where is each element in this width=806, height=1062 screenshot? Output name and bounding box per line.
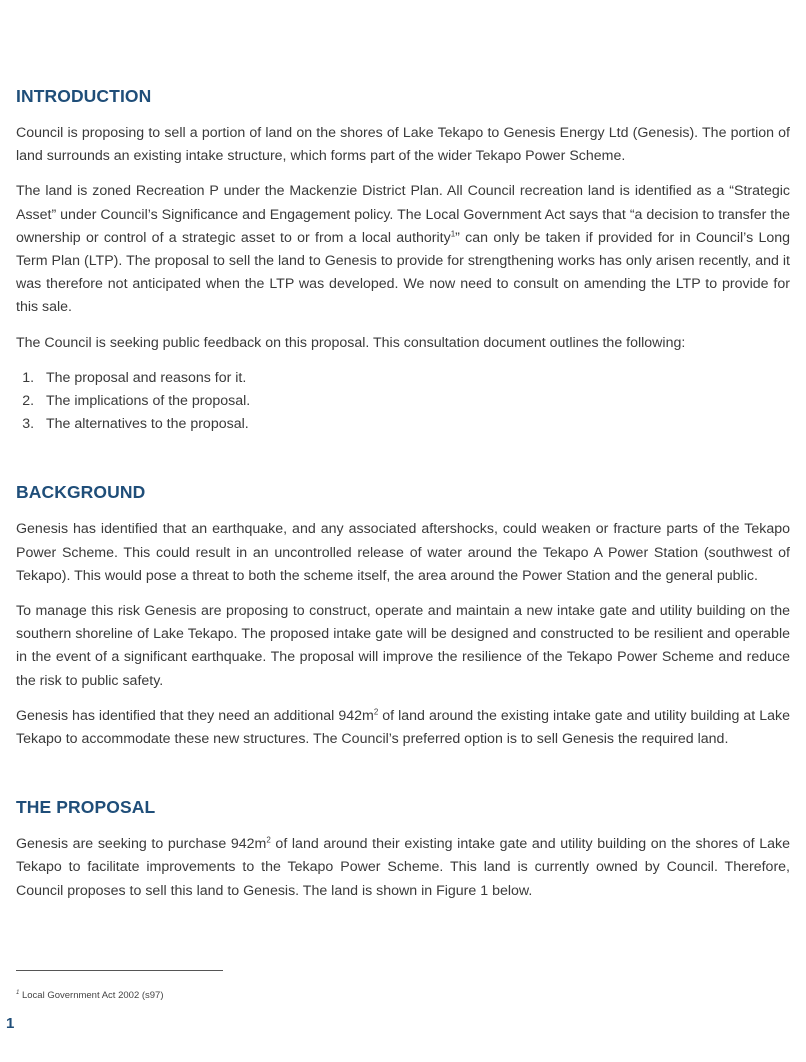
proposal-paragraph-1 — [16, 833, 790, 903]
footnote-text: Local Government Act 2002 (s97) — [19, 990, 164, 1001]
background-paragraph-1: Genesis has identified that an earthquake, and any associated aftershocks, could weaken or fracture parts of the Tekapo Power Scheme. This could result in an uncontrolled release of water around the Tekapo A Power Station (southwest of Tekapo). This would pose a threat to both the scheme itself, the area around the Power Station and the general public. — [16, 521, 790, 584]
proposal-paragraph-1-part-b: of land around their existing intake gate and utility building on the shores of Lake Tekapo to facilitate improvements to the Tekapo Power Scheme. This land is currently owned by Council. Therefore, Council proposes to sell this land to Genesis. The land is shown in Figure 1 below. — [16, 836, 790, 899]
footnote-divider — [16, 970, 223, 971]
squared-superscript: 2 — [373, 707, 379, 717]
footnote — [16, 990, 164, 1001]
squared-superscript: 2 — [266, 835, 271, 845]
page-number: 1 — [6, 1015, 15, 1032]
footnote-reference: 1 — [450, 229, 456, 239]
introduction-heading: INTRODUCTION — [16, 86, 152, 106]
introduction-paragraph-1: Council is proposing to sell a portion of land on the shores of Lake Tekapo to Genesis Energy Ltd (Genesis). The portion of land surrounds an existing intake structure, which forms part of the wider Tekapo Power Scheme. — [16, 125, 790, 165]
document-page — [16, 84, 790, 903]
introduction-paragraph-3: The Council is seeking public feedback on this proposal. This consultation document outlines the following: — [16, 334, 686, 351]
outline-list — [16, 367, 790, 437]
list-item: 1. The proposal and reasons for it. — [38, 367, 790, 390]
background-paragraph-3 — [16, 705, 790, 751]
proposal-paragraph-1-part-a: Genesis are seeking to purchase 942m — [16, 836, 267, 853]
background-paragraph-2: To manage this risk Genesis are proposing to construct, operate and maintain a new intake gate and utility building on the southern shoreline of Lake Tekapo. The proposed intake gate will be designed and constructed to be resilient and operable in the event of a significant earthquake. The proposal will improve the resilience of the Tekapo Power Scheme and reduce the risk to public safety. — [16, 603, 790, 689]
list-item: 2. The implications of the proposal. — [38, 390, 790, 413]
background-heading: BACKGROUND — [16, 482, 146, 503]
introduction-paragraph-2-part-b: ” can only be taken if provided for in Council’s Long Term Plan (LTP). The proposal to sell the land to Genesis to provide for strengthening works has only arisen recently, and it was therefore not anticipated when the LTP was developed. We now need to consult on amending the LTP to provide for this sale. — [16, 229, 791, 316]
proposal-heading: THE PROPOSAL — [16, 797, 156, 818]
footnote-marker: 1 — [16, 989, 20, 996]
list-item: 3. The alternatives to the proposal. — [38, 413, 790, 436]
introduction-paragraph-2-part-a: The land is zoned Recreation P under the Mackenzie District Plan. All Council recreation land is identified as a “Strategic Asset” under Council’s Significance and Engagement policy. The Local Government Act says that “a decision to transfer the ownership or control of a strategic asset to or from a local authority — [16, 183, 790, 246]
introduction-paragraph-2 — [16, 180, 790, 319]
background-paragraph-3-part-a: Genesis has identified that they need an additional 942m — [16, 707, 374, 724]
background-paragraph-3-part-b: of land around the existing intake gate and utility building at Lake Tekapo to accommodate these new structures. The Council’s preferred option is to sell Genesis the required land. — [16, 707, 790, 748]
